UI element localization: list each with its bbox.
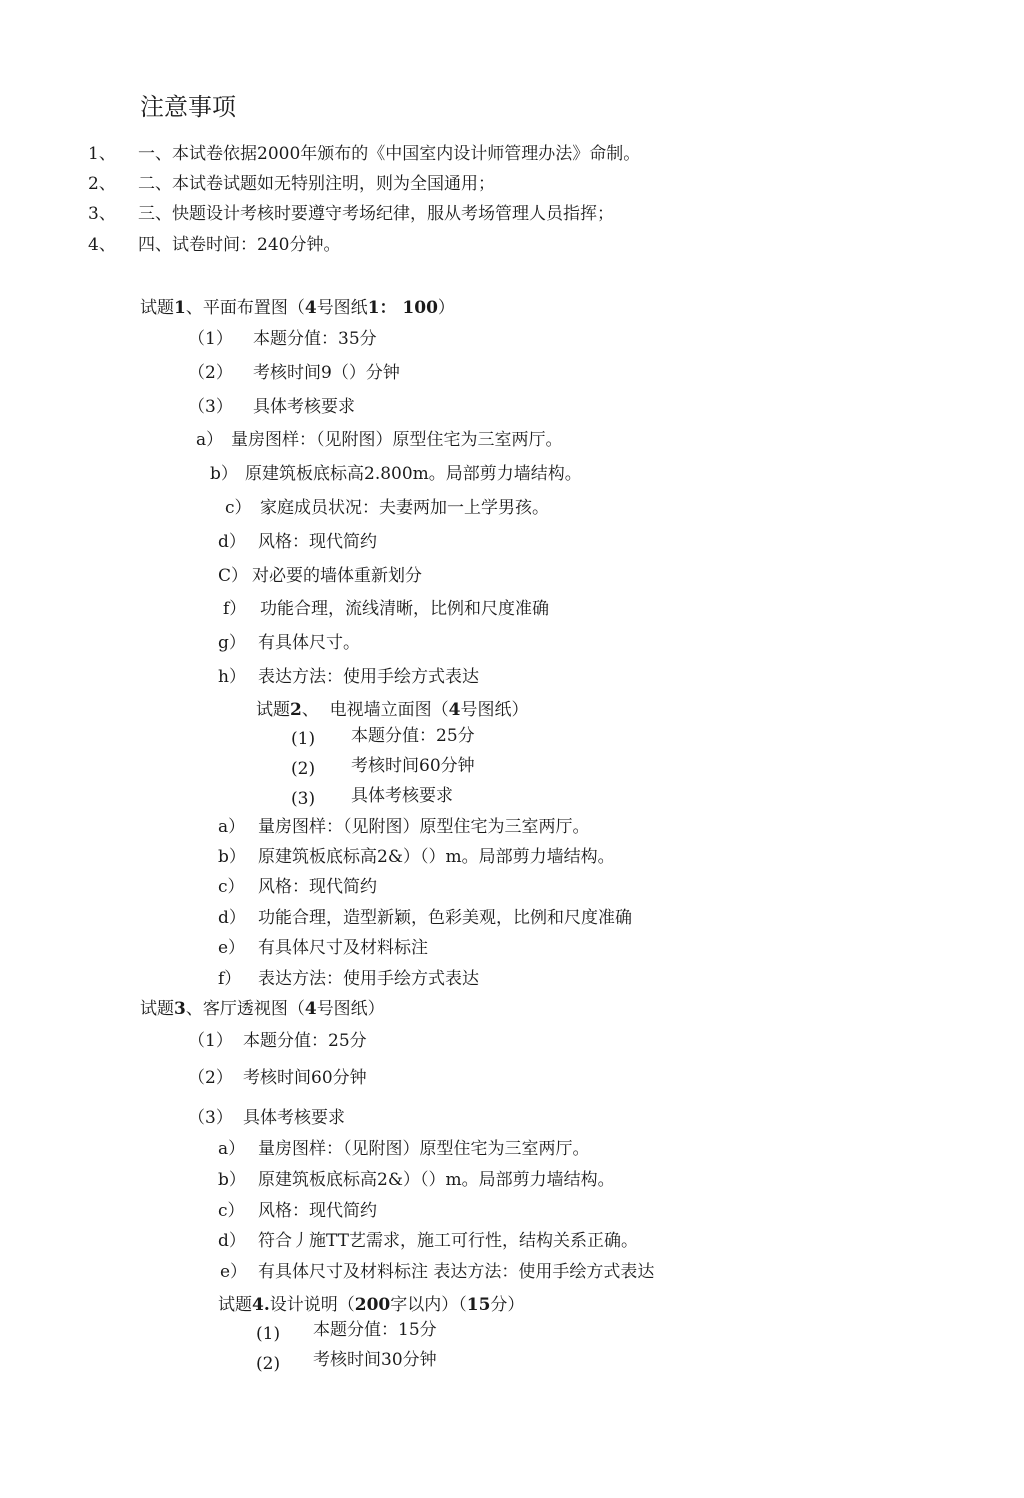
q1-req-number: f） bbox=[223, 599, 247, 619]
q1-req-number: c） bbox=[225, 498, 252, 518]
q2-req-text: 量房图样：（见附图）原型住宅为三室两厅。 bbox=[258, 817, 590, 837]
q1-item-text: 本题分值：35分 bbox=[253, 329, 377, 349]
q1-req-number: g） bbox=[218, 633, 246, 653]
q1-item-text: 考核时间9（）分钟 bbox=[253, 363, 400, 383]
q1-req-number: C） bbox=[218, 566, 249, 586]
q3-req-number: e） bbox=[220, 1262, 248, 1282]
notice-number: 4、 bbox=[88, 235, 116, 255]
question-2-heading: 试题2、 电视墙立面图（4号图纸） bbox=[256, 700, 529, 720]
q4-item-number: (2) bbox=[256, 1354, 281, 1374]
q2-req-text: 功能合理，造型新颖，色彩美观，比例和尺度准确 bbox=[258, 908, 632, 928]
q1-req-text: 风格：现代简约 bbox=[258, 532, 377, 552]
q1-item-text: 具体考核要求 bbox=[253, 397, 355, 417]
page-title: 注意事项 bbox=[140, 93, 236, 121]
q4-item-text: 考核时间30分钟 bbox=[313, 1350, 437, 1370]
q3-item-number: （2） bbox=[188, 1068, 233, 1088]
q3-req-text: 有具体尺寸及材料标注 表达方法：使用手绘方式表达 bbox=[258, 1262, 655, 1282]
q2-req-text: 有具体尺寸及材料标注 bbox=[258, 938, 428, 958]
notice-text: 一、本试卷依据2000年颁布的《中国室内设计师管理办法》命制。 bbox=[138, 144, 641, 164]
q1-req-text: 量房图样：（见附图）原型住宅为三室两厅。 bbox=[231, 430, 563, 450]
q3-req-number: b） bbox=[218, 1170, 246, 1190]
q2-item-number: (3) bbox=[291, 789, 316, 809]
question-3-heading: 试题3、客厅透视图（4号图纸） bbox=[140, 999, 385, 1019]
q3-item-number: （1） bbox=[188, 1031, 233, 1051]
q3-req-text: 量房图样：（见附图）原型住宅为三室两厅。 bbox=[258, 1139, 590, 1159]
q1-req-number: b） bbox=[210, 464, 238, 484]
q2-req-text: 原建筑板底标高2&）（）m。局部剪力墙结构。 bbox=[258, 847, 615, 867]
q3-req-text: 风格：现代简约 bbox=[258, 1201, 377, 1221]
q3-item-text: 本题分值：25分 bbox=[243, 1031, 367, 1051]
q2-req-number: e） bbox=[218, 938, 246, 958]
q1-req-text: 表达方法：使用手绘方式表达 bbox=[258, 667, 479, 687]
q2-req-number: d） bbox=[218, 908, 246, 928]
q3-req-number: a） bbox=[218, 1139, 246, 1159]
q2-item-text: 本题分值：25分 bbox=[351, 726, 475, 746]
q1-item-number: （3） bbox=[188, 397, 233, 417]
q1-req-text: 原建筑板底标高2.800m。局部剪力墙结构。 bbox=[245, 464, 582, 484]
notice-text: 四、试卷时间：240分钟。 bbox=[138, 235, 341, 255]
q3-item-number: （3） bbox=[188, 1108, 233, 1128]
notice-text: 三、快题设计考核时要遵守考场纪律，服从考场管理人员指挥； bbox=[138, 204, 614, 224]
q2-req-number: c） bbox=[218, 877, 245, 897]
q2-item-text: 具体考核要求 bbox=[351, 786, 453, 806]
q1-req-text: 家庭成员状况：夫妻两加一上学男孩。 bbox=[260, 498, 549, 518]
q3-item-text: 具体考核要求 bbox=[243, 1108, 345, 1128]
notice-text: 二、本试卷试题如无特别注明，则为全国通用； bbox=[138, 174, 495, 194]
q2-req-number: f） bbox=[218, 969, 242, 989]
question-1-heading: 试题1、平面布置图（4号图纸1： 100） bbox=[140, 298, 455, 318]
q3-req-number: d） bbox=[218, 1231, 246, 1251]
q2-req-text: 表达方法：使用手绘方式表达 bbox=[258, 969, 479, 989]
q1-req-number: a） bbox=[196, 430, 224, 450]
q3-req-text: 符合丿施TT艺需求，施工可行性，结构关系正确。 bbox=[258, 1231, 638, 1251]
q1-req-number: d） bbox=[218, 532, 246, 552]
question-4-heading: 试题4.设计说明（200字以内）（15分） bbox=[218, 1295, 525, 1315]
q1-req-text: 对必要的墙体重新划分 bbox=[252, 566, 422, 586]
q4-item-number: (1) bbox=[256, 1324, 281, 1344]
q1-item-number: （1） bbox=[188, 329, 233, 349]
q2-req-number: a） bbox=[218, 817, 246, 837]
q3-req-number: c） bbox=[218, 1201, 245, 1221]
q4-item-text: 本题分值：15分 bbox=[313, 1320, 437, 1340]
q1-req-text: 功能合理，流线清晰，比例和尺度准确 bbox=[260, 599, 549, 619]
q1-item-number: （2） bbox=[188, 363, 233, 383]
notice-number: 1、 bbox=[88, 144, 116, 164]
q3-req-text: 原建筑板底标高2&）（）m。局部剪力墙结构。 bbox=[258, 1170, 615, 1190]
q2-item-text: 考核时间60分钟 bbox=[351, 756, 475, 776]
q3-item-text: 考核时间60分钟 bbox=[243, 1068, 367, 1088]
q1-req-text: 有具体尺寸。 bbox=[258, 633, 360, 653]
q1-req-number: h） bbox=[218, 667, 246, 687]
q2-req-text: 风格：现代简约 bbox=[258, 877, 377, 897]
q2-req-number: b） bbox=[218, 847, 246, 867]
notice-number: 2、 bbox=[88, 174, 116, 194]
notice-number: 3、 bbox=[88, 204, 116, 224]
q2-item-number: (2) bbox=[291, 759, 316, 779]
q2-item-number: (1) bbox=[291, 729, 316, 749]
